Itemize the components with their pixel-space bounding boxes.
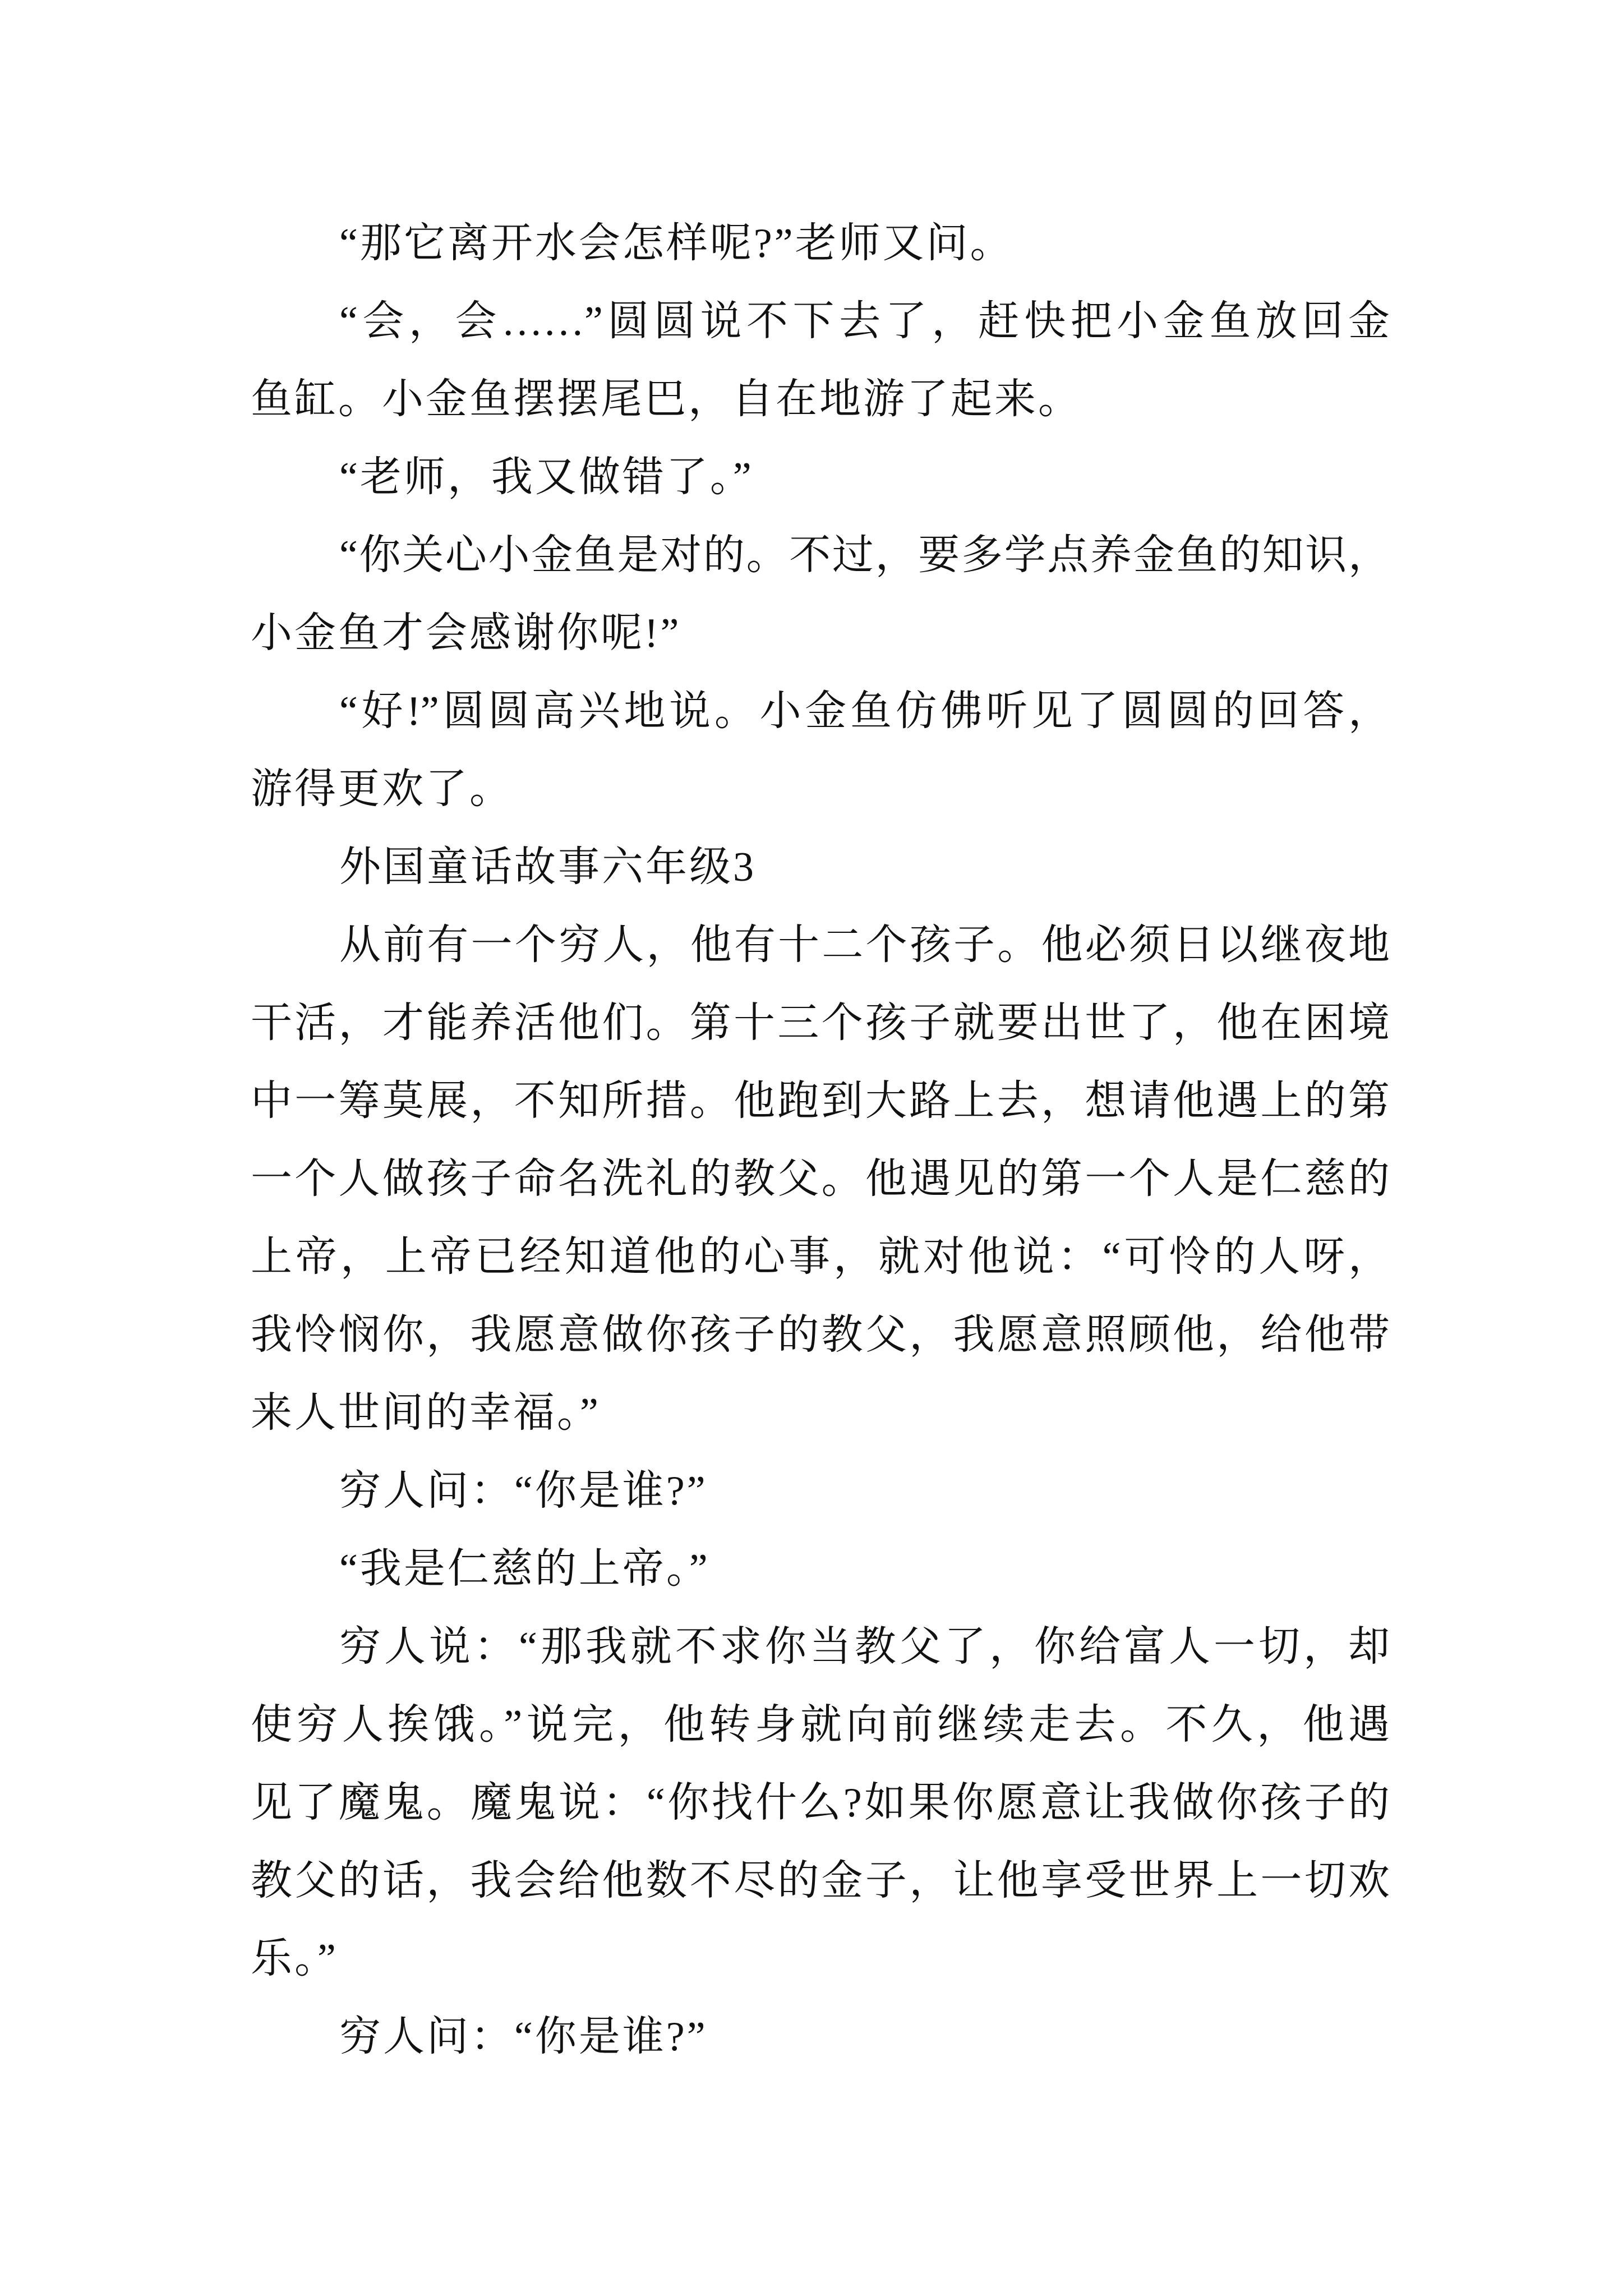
text-line: 使穷人挨饿。”说完，他转身就向前继续走去。不久，他遇 xyxy=(251,1702,1390,1748)
text-line: 游得更欢了。 xyxy=(251,766,513,812)
text-line: 乐。” xyxy=(251,1936,338,1982)
text-line: “你关心小金鱼是对的。不过，要多学点养金鱼的知识， xyxy=(339,532,1390,578)
section-title: 外国童话故事六年级3 xyxy=(339,844,756,890)
paragraph xyxy=(251,1452,1390,1530)
paragraph xyxy=(251,907,1390,1452)
text-line: 见了魔鬼。魔鬼说：“你找什么?如果你愿意让我做你孩子的 xyxy=(251,1780,1390,1826)
text-line: 上帝，上帝已经知道他的心事，就对他说：“可怜的人呀， xyxy=(251,1234,1390,1280)
text-line: 穷人问：“你是谁?” xyxy=(339,1468,708,1514)
text-line: 从前有一个穷人，他有十二个孩子。他必须日以继夜地 xyxy=(339,922,1390,968)
text-line: “老师，我又做错了。” xyxy=(339,454,754,500)
text-line: 干活，才能养活他们。第十三个孩子就要出世了，他在困境 xyxy=(251,1000,1390,1046)
text-line: 穷人说：“那我就不求你当教父了，你给富人一切，却 xyxy=(339,1624,1390,1670)
text-line: 鱼缸。小金鱼摆摆尾巴，自在地游了起来。 xyxy=(251,376,1082,422)
text-line: “好!”圆圆高兴地说。小金鱼仿佛听见了圆圆的回答， xyxy=(339,688,1390,734)
paragraph xyxy=(251,517,1390,673)
text-line: “我是仁慈的上帝。” xyxy=(339,1546,710,1592)
document-body xyxy=(251,205,1390,2076)
paragraph xyxy=(251,1530,1390,1608)
paragraph xyxy=(251,673,1390,829)
paragraph xyxy=(251,439,1390,517)
text-line: “那它离开水会怎样呢?”老师又问。 xyxy=(339,220,1014,266)
text-line: 穷人问：“你是谁?” xyxy=(339,2014,708,2060)
text-line: 来人世间的幸福。” xyxy=(251,1390,601,1436)
text-line: 我怜悯你，我愿意做你孩子的教父，我愿意照顾他，给他带 xyxy=(251,1312,1390,1358)
text-line: 教父的话，我会给他数不尽的金子，让他享受世界上一切欢 xyxy=(251,1858,1390,1904)
paragraph xyxy=(251,1998,1390,2076)
paragraph xyxy=(251,205,1390,283)
text-line: 一个人做孩子命名洗礼的教父。他遇见的第一个人是仁慈的 xyxy=(251,1156,1390,1202)
text-line: 中一筹莫展，不知所措。他跑到大路上去，想请他遇上的第 xyxy=(251,1078,1390,1124)
text-line: 小金鱼才会感谢你呢!” xyxy=(251,610,681,656)
text-line: “会，会……”圆圆说不下去了，赶快把小金鱼放回金 xyxy=(339,298,1390,344)
paragraph xyxy=(251,283,1390,439)
paragraph xyxy=(251,1608,1390,1998)
